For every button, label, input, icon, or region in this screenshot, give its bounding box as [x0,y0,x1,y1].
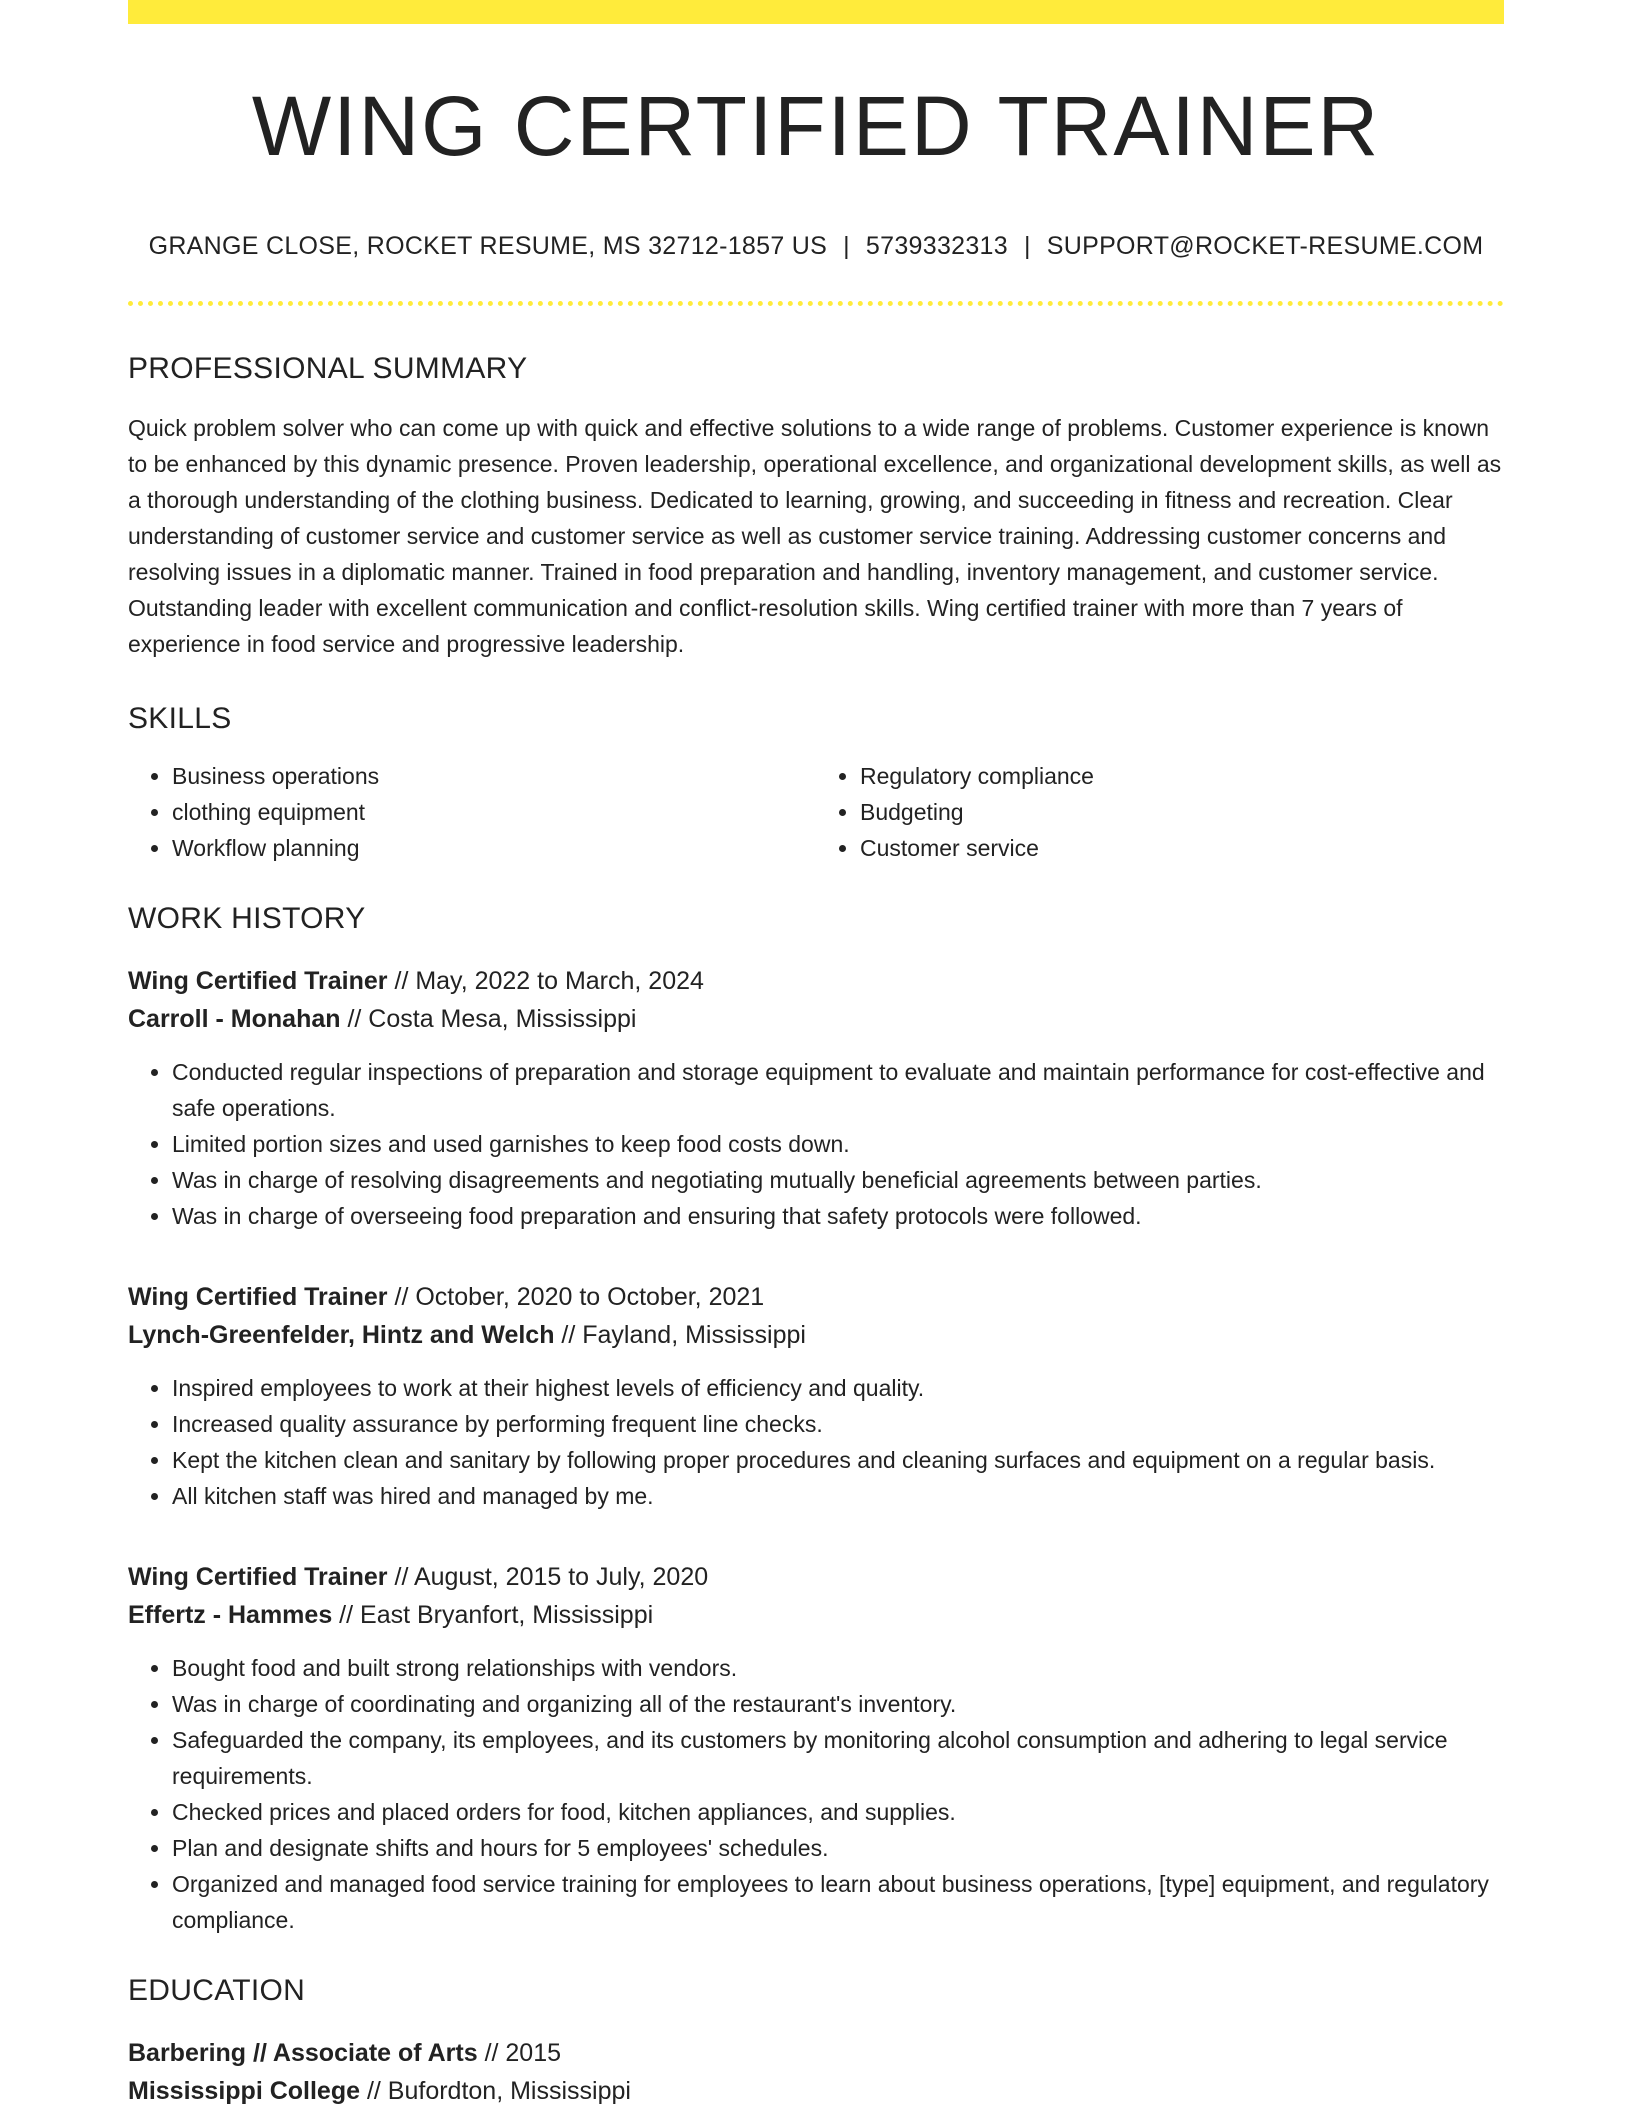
education-school: Mississippi College [128,2077,361,2105]
address: GRANGE CLOSE, ROCKET RESUME, MS 32712-1857 US [148,232,828,260]
job-company: Carroll - Monahan [128,1005,341,1033]
education-degree-line [128,2034,1504,2072]
job-company-line [128,1000,1504,1038]
list-item: • Limited portion sizes and used garnishes to keep food costs down. [172,1126,1504,1162]
job-location: // East Bryanfort, Mississippi [332,1601,654,1629]
work-history-heading: WORK HISTORY [128,902,366,935]
education-year: // 2015 [477,2039,562,2067]
skills-list [128,758,1504,866]
skill-item: • Regulatory compliance [860,758,1504,794]
skills-heading: SKILLS [128,702,232,735]
job-bullets [128,1370,1504,1514]
job-dates: // October, 2020 to October, 2021 [387,1283,765,1311]
separator: | [843,232,850,260]
accent-bar [128,0,1504,24]
list-item: • Kept the kitchen clean and sanitary by following proper procedures and cleaning surfaces and equipment on a regular basis. [172,1442,1504,1478]
candidate-name: WING CERTIFIED TRAINER [251,79,1381,173]
list-item: • Was in charge of overseeing food preparation and ensuring that safety protocols were followed. [172,1198,1504,1234]
list-item: • All kitchen staff was hired and managed by me. [172,1478,1504,1514]
job-company: Lynch-Greenfelder, Hintz and Welch [128,1321,555,1349]
job-entry [128,962,1504,1234]
skills-column-right [816,758,1504,866]
job-bullets [128,1054,1504,1234]
skill-item: • clothing equipment [172,794,816,830]
education-location: // Bufordton, Mississippi [360,2077,631,2105]
summary-heading: PROFESSIONAL SUMMARY [128,352,528,385]
job-company-line [128,1316,1504,1354]
job-title-line [128,1278,1504,1316]
list-item: • Plan and designate shifts and hours for 5 employees' schedules. [172,1830,1504,1866]
list-item: • Increased quality assurance by performing frequent line checks. [172,1406,1504,1442]
summary-text: Quick problem solver who can come up with quick and effective solutions to a wide range of problems. Customer experience is known to be enhanced by this dynamic presence. Proven leadership, operational excellence, and organizational development skills, as well as a thorough understanding of the clothing business. Dedicated to learning, growing, and succeeding in fitness and recreation. Clear understanding of customer service and customer service as well as customer service training. Addressing customer concerns and resolving issues in a diplomatic manner. Trained in food preparation and handling, inventory management, and customer service. Outstanding leader with excellent communication and conflict-resolution skills. Wing certified trainer with more than 7 years of experience in food service and progressive leadership. [128,415,1502,657]
list-item: • Checked prices and placed orders for food, kitchen appliances, and supplies. [172,1794,1504,1830]
job-location: // Fayland, Mississippi [554,1321,806,1349]
job-role: Wing Certified Trainer [128,1283,388,1311]
education-heading: EDUCATION [128,1974,306,2007]
contact-line [128,232,1504,261]
job-dates: // August, 2015 to July, 2020 [387,1563,709,1591]
list-item: • Conducted regular inspections of preparation and storage equipment to evaluate and maintain performance for cost-effective and safe operations. [172,1054,1504,1126]
list-item: • Inspired employees to work at their highest levels of efficiency and quality. [172,1370,1504,1406]
education-entry [128,2034,1504,2110]
job-role: Wing Certified Trainer [128,1563,388,1591]
job-company: Effertz - Hammes [128,1601,333,1629]
job-entry [128,1558,1504,1938]
job-bullets [128,1650,1504,1938]
list-item: • Was in charge of resolving disagreements and negotiating mutually beneficial agreements between parties. [172,1162,1504,1198]
list-item: • Safeguarded the company, its employees, and its customers by monitoring alcohol consumption and adhering to legal service requirements. [172,1722,1504,1794]
email: SUPPORT@ROCKET-RESUME.COM [1046,232,1484,260]
resume-page [128,0,1504,2110]
education-degree: Barbering // Associate of Arts [128,2039,478,2067]
phone: 5739332313 [865,232,1008,260]
job-title-line [128,1558,1504,1596]
job-dates: // May, 2022 to March, 2024 [387,967,704,995]
job-company-line [128,1596,1504,1634]
skill-item: • Budgeting [860,794,1504,830]
separator: | [1023,232,1031,260]
list-item: • Bought food and built strong relationships with vendors. [172,1650,1504,1686]
job-location: // Costa Mesa, Mississippi [340,1005,637,1033]
job-role: Wing Certified Trainer [128,967,388,995]
list-item: • Was in charge of coordinating and organizing all of the restaurant's inventory. [172,1686,1504,1722]
job-title-line [128,962,1504,1000]
education-school-line [128,2072,1504,2110]
skill-item: • Customer service [860,830,1504,866]
list-item: • Organized and managed food service training for employees to learn about business operations, [type] equipment, and regulatory compliance. [172,1866,1504,1938]
skill-item: • Business operations [172,758,816,794]
skills-column-left [128,758,816,866]
skill-item: • Workflow planning [172,830,816,866]
job-entry [128,1278,1504,1514]
dotted-divider [128,301,1504,306]
